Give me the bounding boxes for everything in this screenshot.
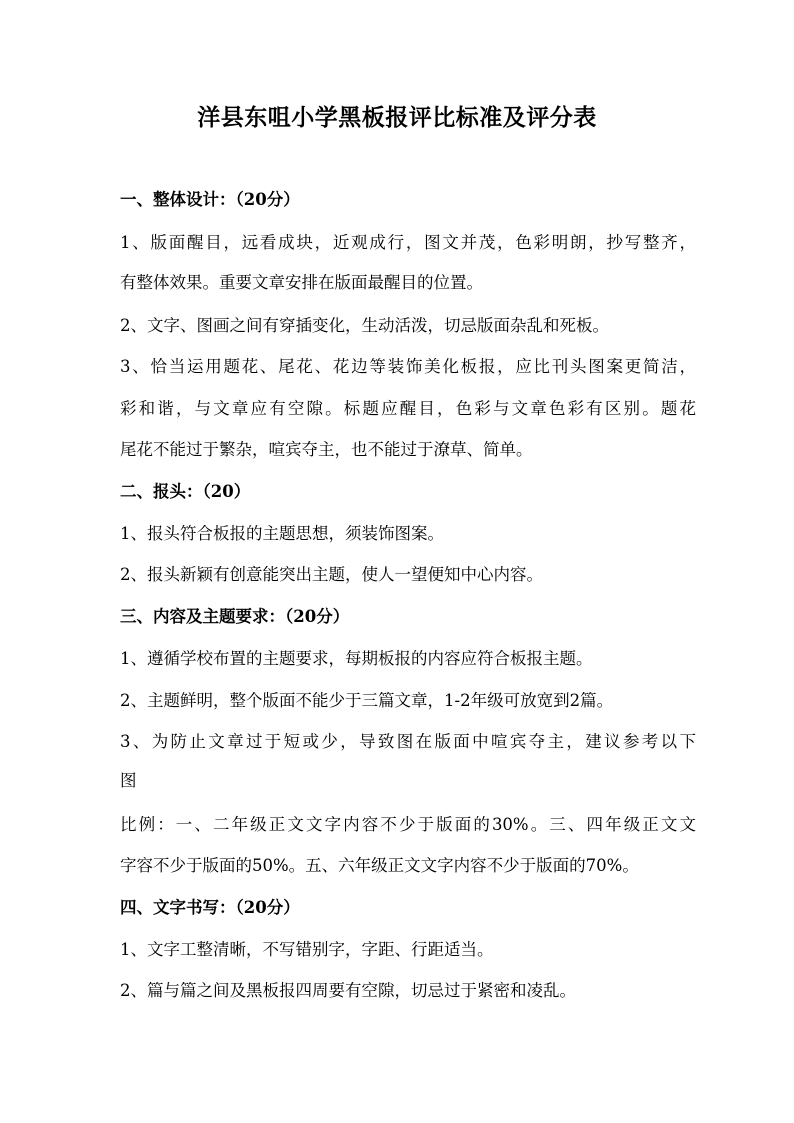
paragraph-line: 2、篇与篇之间及黑板报四周要有空隙，切忌过于紧密和凌乱。 xyxy=(120,981,576,1000)
paragraph-line: 1、报头符合板报的主题思想，须装饰图案。 xyxy=(120,524,444,543)
paragraph-line: 1、版面醒目，远看成块，近观成行，图文并茂，色彩明朗，抄写整齐， xyxy=(120,233,696,252)
paragraph-line: 2、报头新颖有创意能突出主题，使人一望便知中心内容。 xyxy=(120,565,543,584)
section-heading-2: 二、报头：（20） xyxy=(120,482,251,501)
paragraph-line: 2、主题鲜明，整个版面不能少于三篇文章，1-2年级可放宽到2篇。 xyxy=(120,691,614,710)
section-heading-3: 三、内容及主题要求：（20分） xyxy=(120,607,350,626)
paragraph-line: 2、文字、图画之间有穿插变化，生动活泼，切忌版面杂乱和死板。 xyxy=(120,316,609,335)
paragraph-line: 尾花不能过于繁杂，喧宾夺主，也不能过于潦草、简单。 xyxy=(120,440,533,459)
paragraph-line: 1、遵循学校布置的主题要求，每期板报的内容应符合板报主题。 xyxy=(120,649,593,668)
paragraph-line: 彩和谐，与文章应有空隙。标题应醒目，色彩与文章色彩有区别。题花 xyxy=(120,399,696,418)
paragraph-line: 1、文字工整清晰，不写错别字，字距、行距适当。 xyxy=(120,940,494,959)
paragraph-line: 3、为防止文章过于短或少，导致图在版面中喧宾夺主，建议参考以下 xyxy=(120,732,696,751)
paragraph-line: 图 xyxy=(120,771,137,790)
section-heading-4: 四、文字书写：（20分） xyxy=(120,898,300,917)
paragraph-line: 比例：一、二年级正文文字内容不少于版面的30%。三、四年级正文文 xyxy=(120,815,696,834)
section-heading-1: 一、整体设计：（20分） xyxy=(120,190,300,209)
paragraph-line: 3、恰当运用题花、尾花、花边等装饰美化板报，应比刊头图案更简洁， xyxy=(120,357,696,376)
paragraph-line: 有整体效果。重要文章安排在版面最醒目的位置。 xyxy=(120,273,483,292)
paragraph-line: 字容不少于版面的50%。五、六年级正文文字内容不少于版面的70%。 xyxy=(120,856,639,875)
document-title: 洋县东咀小学黑板报评比标准及评分表 xyxy=(197,104,597,131)
